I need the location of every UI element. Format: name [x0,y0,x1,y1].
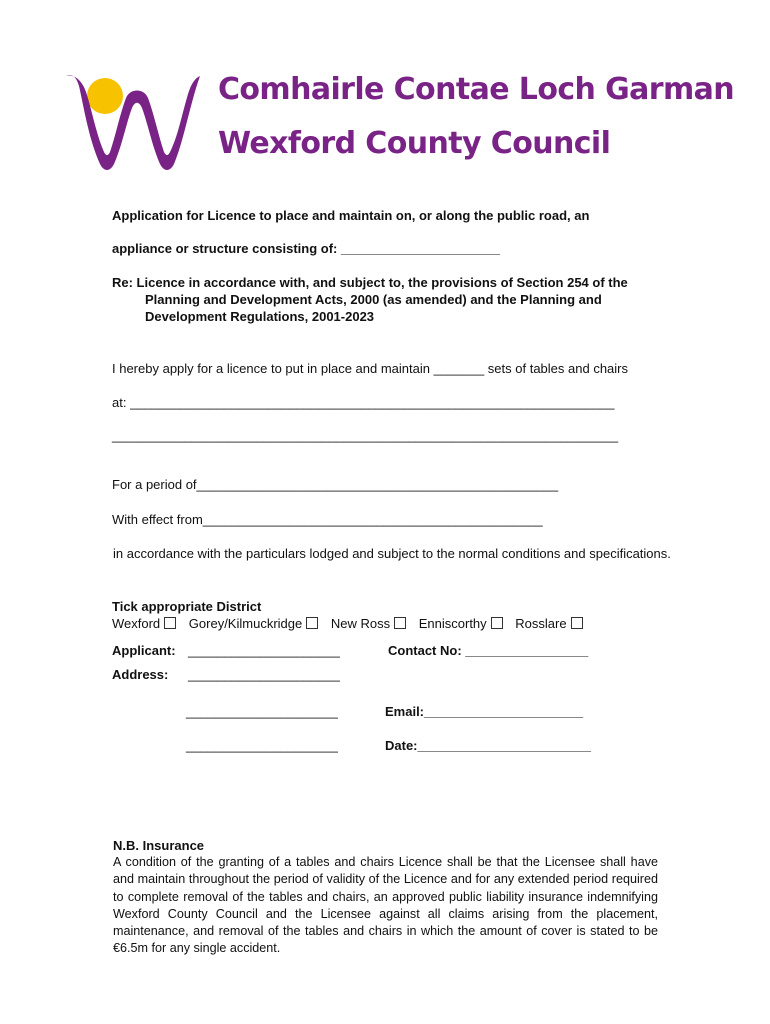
logo-sun-icon [87,78,123,114]
contact-field[interactable]: Contact No: _________________ [388,643,589,658]
accordance-paragraph: in accordance with the particulars lodged and subject to the normal conditions and specifications. [113,546,671,561]
address-field-3[interactable]: _____________________ [186,738,338,753]
council-logo-icon [64,68,204,172]
applicant-field[interactable]: _____________________ [188,643,340,658]
org-name-irish: Comhairle Contae Loch Garman [218,72,735,107]
address-field-2[interactable]: _____________________ [186,704,338,719]
district-heading: Tick appropriate District [112,599,262,614]
re-line-1: Re: Licence in accordance with, and subject to, the provisions of Section 254 of the [112,275,628,290]
address-label: Address: [112,667,169,682]
period-line[interactable]: For a period of__________________________________________________ [112,477,559,492]
district-option-gorey[interactable]: Gorey/Kilmuckridge [189,616,321,631]
district-option-wexford[interactable]: Wexford [112,616,179,631]
district-option-rosslare[interactable]: Rosslare [515,616,585,631]
re-line-2: Planning and Development Acts, 2000 (as amended) and the Planning and [145,292,602,307]
checkbox[interactable] [306,617,318,629]
insurance-paragraph: A condition of the granting of a tables and chairs Licence shall be that the Licensee shall have and maintain throughout the period of validity of the Licence and for any extended period required to complete removal of the tables and chairs, an approved public liability insurance indemnifying Wexford County Council and the Licensee against all claims arising from the placement, maintenance, and removal of the tables and chairs in which the amount of cover is stated to be €6.5m for any single accident. [113,855,658,956]
insurance-heading: N.B. Insurance [113,838,205,853]
form-title-line-2: appliance or structure consisting of: ______________________ [112,241,501,256]
checkbox[interactable] [491,617,503,629]
location-line-1[interactable]: at: ___________________________________________________________________ [112,395,615,410]
checkbox[interactable] [394,617,406,629]
effect-line[interactable]: With effect from_______________________________________________ [112,512,543,527]
district-options [112,615,592,632]
address-field-1[interactable]: _____________________ [188,667,340,682]
org-name-english: Wexford County Council [218,126,611,161]
date-field[interactable]: Date:________________________ [385,738,592,753]
email-field[interactable]: Email:______________________ [385,704,584,719]
district-option-new-ross[interactable]: New Ross [331,616,409,631]
location-line-2[interactable]: ______________________________________________________________________ [112,428,619,443]
re-block [112,274,712,325]
re-line-3: Development Regulations, 2001-2023 [145,309,375,324]
checkbox[interactable] [571,617,583,629]
logo-wave-icon [66,75,200,170]
district-option-enniscorthy[interactable]: Enniscorthy [419,616,506,631]
form-title-line-1: Application for Licence to place and maintain on, or along the public road, an [112,208,590,223]
apply-line: I hereby apply for a licence to put in place and maintain _______ sets of tables and chairs [112,361,628,376]
checkbox[interactable] [164,617,176,629]
applicant-label: Applicant: [112,643,176,658]
